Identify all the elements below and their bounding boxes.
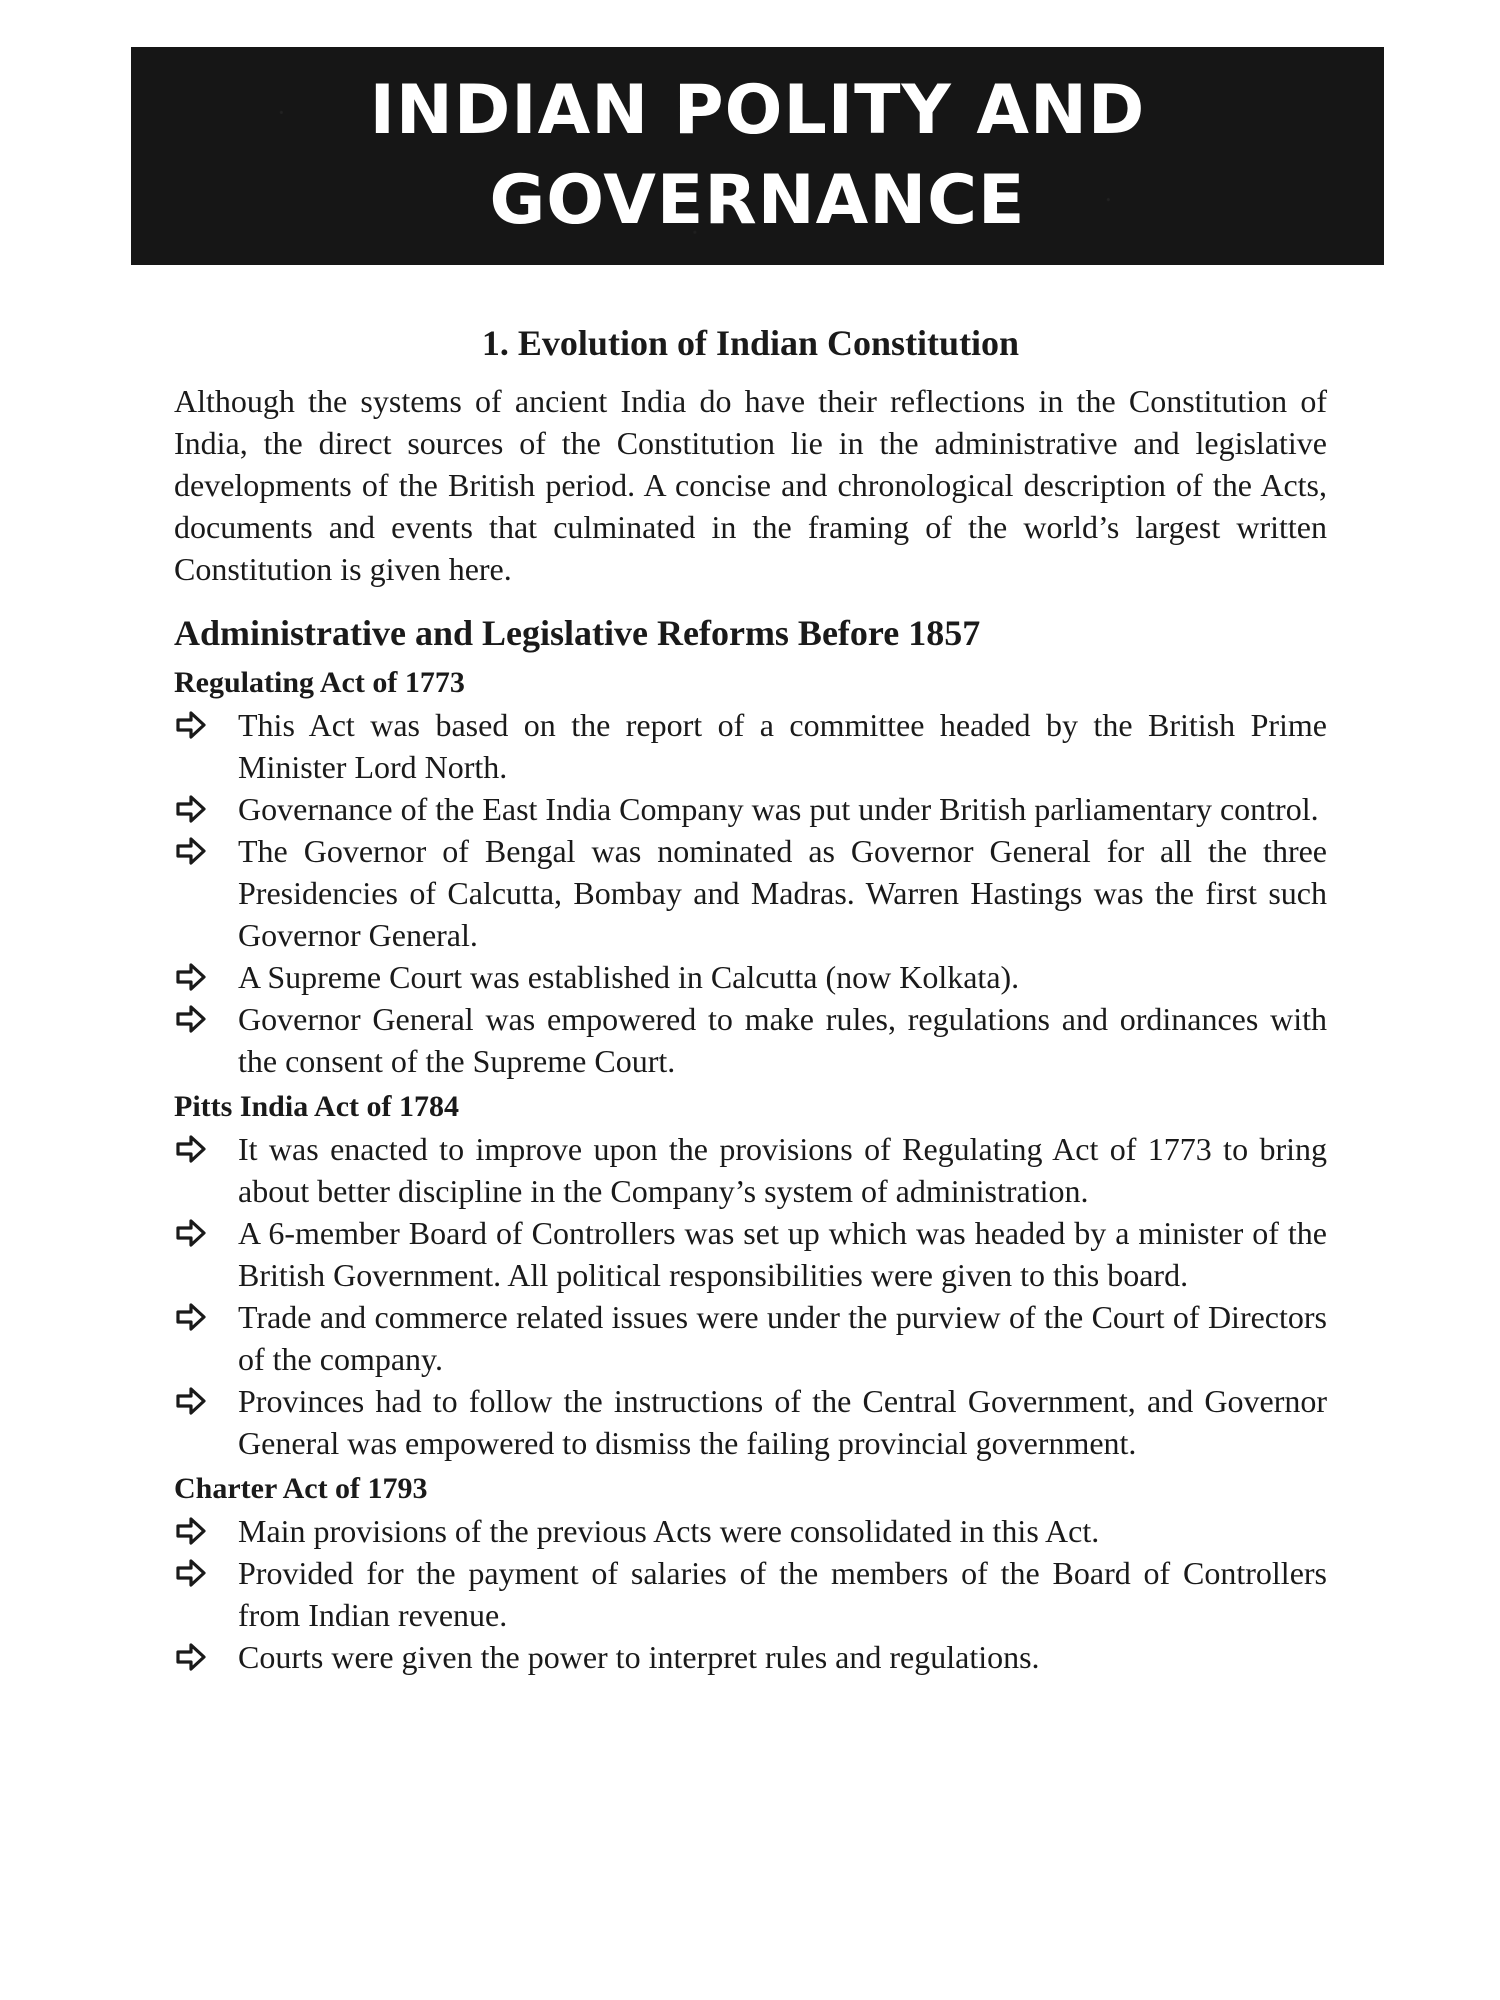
arrow-bullet-icon — [174, 1514, 208, 1548]
list-item — [174, 1128, 1327, 1212]
list-item-text: Provided for the payment of salaries of the members of the Board of Controllers from Indian revenue. — [238, 1555, 1327, 1633]
arrow-bullet-icon — [174, 1002, 208, 1036]
chapter-title: 1. Evolution of Indian Constitution — [481, 323, 1020, 363]
list-item-text: Courts were given the power to interpret rules and regulations. — [238, 1639, 1040, 1675]
arrow-bullet-icon — [174, 1556, 208, 1590]
content-area — [174, 318, 1327, 1678]
list-item — [174, 998, 1327, 1082]
banner-title-line-1: INDIAN POLITY AND — [369, 71, 1146, 150]
title-banner — [131, 47, 1384, 265]
arrow-bullet-icon — [174, 1132, 208, 1166]
list-item-text: A 6-member Board of Controllers was set up which was headed by a minister of the British Government. All political responsibilities were given to this board. — [238, 1215, 1327, 1293]
list-item-text: Governor General was empowered to make rules, regulations and ordinances with the consent of the Supreme Court. — [238, 1001, 1327, 1079]
list-item — [174, 1380, 1327, 1464]
list-item — [174, 830, 1327, 956]
list-item — [174, 1552, 1327, 1636]
arrow-bullet-icon — [174, 960, 208, 994]
intro-paragraph: Although the systems of ancient India do have their reflections in the Constitution of India, the direct sources of the Constitution lie in the administrative and legislative developments of the British period. A concise and chronological description of the Acts, documents and events that culminated in the framing of the world’s largest written Constitution is given here. — [174, 383, 1327, 587]
arrow-bullet-icon — [174, 1300, 208, 1334]
act-points-list — [174, 1510, 1327, 1678]
list-item-text: The Governor of Bengal was nominated as Governor General for all the three Presidencies of Calcutta, Bombay and Madras. Warren Hastings was the first such Governor General. — [238, 833, 1327, 953]
section-heading: Administrative and Legislative Reforms Before 1857 — [174, 613, 981, 653]
arrow-bullet-icon — [174, 834, 208, 868]
list-item — [174, 1296, 1327, 1380]
list-item — [174, 1212, 1327, 1296]
act-heading: Regulating Act of 1773 — [174, 666, 465, 699]
arrow-bullet-icon — [174, 1384, 208, 1418]
list-item-text: A Supreme Court was established in Calcutta (now Kolkata). — [238, 959, 1020, 995]
list-item-text: Governance of the East India Company was put under British parliamentary control. — [238, 791, 1319, 827]
arrow-bullet-icon — [174, 792, 208, 826]
list-item-text: It was enacted to improve upon the provisions of Regulating Act of 1773 to bring about better discipline in the Company’s system of administration. — [238, 1131, 1327, 1209]
list-item-text: Provinces had to follow the instructions of the Central Government, and Governor General was empowered to dismiss the failing provincial government. — [238, 1383, 1327, 1461]
arrow-bullet-icon — [174, 708, 208, 742]
banner-title-line-2: GOVERNANCE — [489, 161, 1026, 240]
act-heading: Charter Act of 1793 — [174, 1472, 428, 1505]
list-item — [174, 788, 1327, 830]
acts-list — [174, 662, 1327, 1678]
list-item-text: Trade and commerce related issues were under the purview of the Court of Directors of the company. — [238, 1299, 1327, 1377]
arrow-bullet-icon — [174, 1640, 208, 1674]
arrow-bullet-icon — [174, 1216, 208, 1250]
act-heading: Pitts India Act of 1784 — [174, 1090, 459, 1123]
list-item — [174, 704, 1327, 788]
list-item — [174, 1636, 1327, 1678]
act-points-list — [174, 1128, 1327, 1464]
list-item-text: This Act was based on the report of a committee headed by the British Prime Minister Lord North. — [238, 707, 1327, 785]
act-points-list — [174, 704, 1327, 1082]
list-item — [174, 1510, 1327, 1552]
list-item-text: Main provisions of the previous Acts were consolidated in this Act. — [238, 1513, 1100, 1549]
list-item — [174, 956, 1327, 998]
